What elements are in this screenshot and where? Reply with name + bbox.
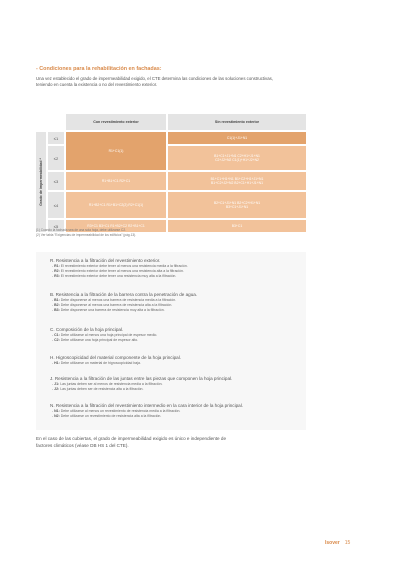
table-notes [36,228,136,238]
cell-g4-sin: B2+C1+J1+N1 B2+C2+H1+N1 B3+C1+J1+N1 [168,192,306,218]
grade-4: ≤4 [48,192,64,218]
key-head: B. Resistencia a la filtración de la barrera contra la penetración de agua. [50,292,198,297]
key-item: - N2: Debe utilizarse un revestimiento de resistencia alta a la filtración. [52,414,162,419]
key-item: - H1: Debe utilizarse un material de higroscopicidad baja. [52,361,141,365]
note-2: (2) Ver tabla "Exigencias de impermeabilidad de los edificios" (pág.13). [36,233,137,238]
cell-g4-con: R1+B2+C1 R1+B1+C2(2) R2+C1(1) [66,192,166,218]
page-footer [325,540,350,546]
key-group-c [50,327,157,343]
key-item: - C1: Debe utilizarse al menos una hoja principal de espesor medio. [52,333,158,337]
key-group-r [50,258,188,280]
key-group-b [50,292,197,314]
key-item: - B2: Debe disponerse al menos una barrera de resistencia alta a la filtración. [52,303,173,308]
page-number: 15 [344,540,351,546]
cell-g5-con: R3+C1 B3+C1 R1+B2+C2 R2+B1+C1 [66,220,166,232]
key-box [36,252,306,430]
key-head: H. Higroscopicidad del material componente de la hoja principal. [50,355,181,360]
cell-g2-sin: B1+C1+J1+N1 C2+H1+J1+N1 C2+J2+N2 C1(1)+H1+J2+N2 [168,146,306,170]
key-item: - R2: El revestimiento exterior debe tener al menos una resistencia alta a la filtración. [52,269,184,274]
grade-5: ≤5 [48,220,64,232]
key-head: J. Resistencia a la filtración de las juntas entre las piezas que componen la hoja principal. [50,376,233,381]
cell-g5-sin: B3+C1 [168,220,306,232]
key-item: - J1: Las juntas deben ser al menos de resistencia media a la filtración. [52,382,163,386]
closing-paragraph: En el caso de las cubiertas, el grado de impermeabilidad exigido es único e independiente de factores climáticos (véase DB HS 1 del CTE). [36,436,226,448]
key-head: C. Composición de la hoja principal. [50,327,124,332]
note-1: (1) Cuando la fachada sea de una sola hoja, debe utilizarse C2. [36,228,127,232]
header-con-revestimiento: Con revestimiento exterior [66,114,166,130]
key-item: - B3: Debe disponerse una barrera de resistencia muy alta a la filtración. [52,308,165,313]
grade-1: ≤1 [48,132,64,144]
key-head: N. Resistencia a la filtración del revestimiento intermedio en la cara interior de la hoja principal. [50,403,244,408]
key-item: - B1: Debe disponerse al menos una barrera de resistencia media a la filtración. [52,298,177,302]
key-item: - J2: Las juntas deben ser de resistencia alta a la filtración. [52,387,144,392]
intro-paragraph: Una vez establecido el grado de impermeabilidad exigido, el CTE determina las condiciones de las soluciones constructivas, teniendo en cuenta la existencia o no del revestimiento exterior. [36,76,273,87]
grade-3: ≤3 [48,172,64,190]
cell-g12-con: R1+C1(1) [66,132,166,170]
cell-g1-sin: C1(1)+J1+N1 [168,132,306,144]
key-item: - C2: Debe utilizarse una hoja principal de espesor alto. [52,338,139,343]
section-title: - Condiciones para la rehabilitación en fachadas: [36,66,162,72]
key-group-h [50,355,181,366]
key-group-n [50,403,243,419]
grade-2: ≤2 [48,146,64,170]
key-item: - R3: El revestimiento exterior debe tener una resistencia muy alta a la filtración. [52,274,177,279]
cell-g3-sin: B1+C1+H1+N1 B1+C2+H1+J1+N1 B1+C2+J2+N2 B2+C1+H1+J1+N1 [168,172,306,190]
key-head: R. Resistencia a la filtración del revestimiento exterior. [50,258,161,263]
header-sin-revestimiento: Sin revestimiento exterior [168,114,306,130]
key-item: - R1: El revestimiento exterior debe tener al menos una resistencia media a la filtración. [52,264,188,268]
cell-g3-con: R1+B1+C1 R2+C1 [66,172,166,190]
row-axis-label: Grado de impermeabilidad * [39,158,43,206]
key-item: - N1: Debe utilizarse al menos un revestimiento de resistencia media a la filtración. [52,409,181,413]
brand-logo: Isover [325,540,340,546]
key-group-j [50,376,232,392]
